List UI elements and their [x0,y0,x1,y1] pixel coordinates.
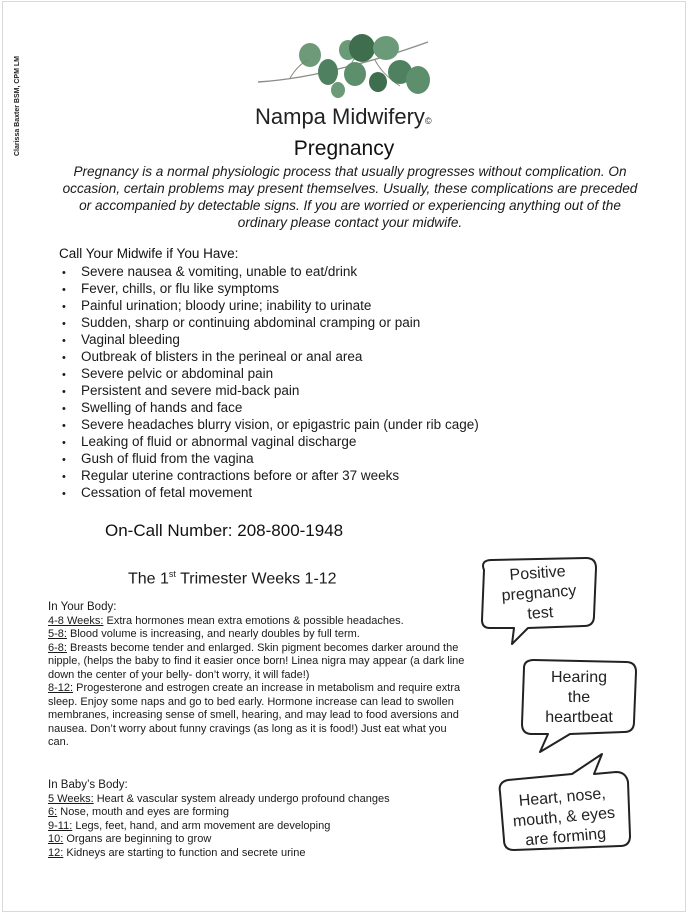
your-body-heading: In Your Body: [48,601,117,613]
symptom-text: Leaking of fluid or abnormal vaginal discharge [81,434,357,449]
baby-change-item-label: 9-11: [48,819,73,832]
bullet-icon: • [62,420,66,432]
bubble-features-forming: Heart, nose, mouth, & eyes are forming [494,752,634,852]
body-change-item [48,642,468,683]
body-change-item-text: Blood volume is increasing, and nearly doubles by full term. [66,628,360,640]
symptom-item [62,450,479,467]
symptom-text: Sudden, sharp or continuing abdominal cramping or pain [81,315,421,330]
symptom-text: Outbreak of blisters in the perineal or anal area [81,349,363,364]
bullet-icon: • [62,454,66,466]
symptom-text: Severe pelvic or abdominal pain [81,366,274,381]
symptom-text: Severe headaches blurry vision, or epigastric pain (under rib cage) [81,417,479,432]
body-change-item-label: 5-8: [48,628,67,640]
baby-change-item [48,806,468,820]
eucalyptus-logo-icon [250,30,440,110]
baby-body-section [48,779,468,860]
bullet-icon: • [62,301,66,313]
baby-change-item-label: 12: [48,846,64,859]
baby-change-item [48,847,468,861]
bubble-heartbeat: Hearing the heartbeat [518,658,640,756]
baby-change-item-label: 5 Weeks: [48,792,94,805]
symptom-item [62,433,479,450]
baby-body-heading: In Baby’s Body: [48,779,128,791]
symptom-text: Vaginal bleeding [81,332,180,347]
author-credit: Clarissa Baxter BSM, CPM LM [14,56,21,156]
bullet-icon: • [62,369,66,381]
baby-change-item-text: Organs are beginning to grow [63,833,212,845]
symptom-item [62,314,479,331]
body-change-item [48,615,468,629]
body-change-item [48,682,468,750]
brand-name: Nampa Midwifery© [255,104,432,129]
symptom-text: Fever, chills, or flu like symptoms [81,281,280,296]
bullet-icon: • [62,318,66,330]
bullet-icon: • [62,437,66,449]
symptom-item [62,348,479,365]
symptoms-list [62,263,479,501]
body-change-item-text: Breasts become tender and enlarged. Skin pigment becomes darker around the nipple, (helps the baby to find it easier once born! Linea nigra may appear (a dark line down the center of your belly- don’t worry, it will fade!) [48,641,465,681]
oncall-number: On-Call Number: 208-800-1948 [105,521,344,540]
bubble-positive-test: Positive pregnancy test [476,556,602,648]
symptom-text: Swelling of hands and face [81,400,243,415]
baby-change-item-label: 10: [48,833,64,845]
baby-change-item [48,833,468,847]
symptom-item [62,484,479,501]
baby-change-item-text: Kidneys are starting to function and secrete urine [63,846,306,859]
symptom-text: Persistent and severe mid-back pain [81,383,300,398]
symptom-item [62,416,479,433]
body-change-item-label: 8-12: [48,682,74,694]
baby-change-item-text: Heart & vascular system already undergo profound changes [93,792,390,805]
body-change-item-label: 6-8: [48,641,67,654]
body-change-item [48,628,468,642]
baby-change-item-label: 6: [48,806,58,818]
symptom-text: Cessation of fetal movement [81,485,253,500]
bullet-icon: • [62,488,66,500]
body-change-item-text: Progesterone and estrogen create an increase in metabolism and require extra sleep. Enjoy some naps and go to bed early. Hormone increase can lead to swollen membranes, increasing sense of smell, hearing, and may lead to food aversions and nausea. Don’t worry about funny cravings (as long as it is food!) Just eat what you can. [48,682,461,748]
symptom-item [62,399,479,416]
page-title: Pregnancy [293,137,395,160]
bullet-icon: • [62,335,66,347]
bullet-icon: • [62,403,66,415]
symptom-item [62,331,479,348]
symptom-text: Painful urination; bloody urine; inability to urinate [81,298,372,313]
bullet-icon: • [62,352,66,364]
symptom-text: Gush of fluid from the vagina [81,451,254,466]
bullet-icon: • [62,284,66,296]
baby-change-item [48,820,468,834]
symptom-item [62,297,479,314]
symptom-item [62,467,479,484]
bullet-icon: • [62,471,66,483]
bullet-icon: • [62,267,66,279]
baby-change-item-text: Legs, feet, hand, and arm movement are developing [72,819,331,832]
baby-change-item-text: Nose, mouth and eyes are forming [57,806,229,818]
bullet-icon: • [62,386,66,398]
baby-change-item [48,793,468,807]
symptom-item [62,365,479,382]
body-change-item-text: Extra hormones mean extra emotions & possible headaches. [103,614,404,627]
trimester-title: The 1st Trimester Weeks 1-12 [128,569,337,588]
symptom-item [62,280,479,297]
symptom-text: Severe nausea & vomiting, unable to eat/drink [81,264,358,279]
symptom-item [62,263,479,280]
intro-paragraph: Pregnancy is a normal physiologic process that usually progresses without complication. On occasion, certain problems may present themselves. Usually, these complications are preceded or accompanied by detectable signs. If you are worried or experiencing anything out of the ordinary please contact your midwife. [62,164,638,230]
your-body-section [48,601,468,750]
symptoms-heading: Call Your Midwife if You Have: [59,246,239,261]
body-change-item-label: 4-8 Weeks: [48,614,104,627]
symptom-item [62,382,479,399]
symptom-text: Regular uterine contractions before or after 37 weeks [81,468,400,483]
